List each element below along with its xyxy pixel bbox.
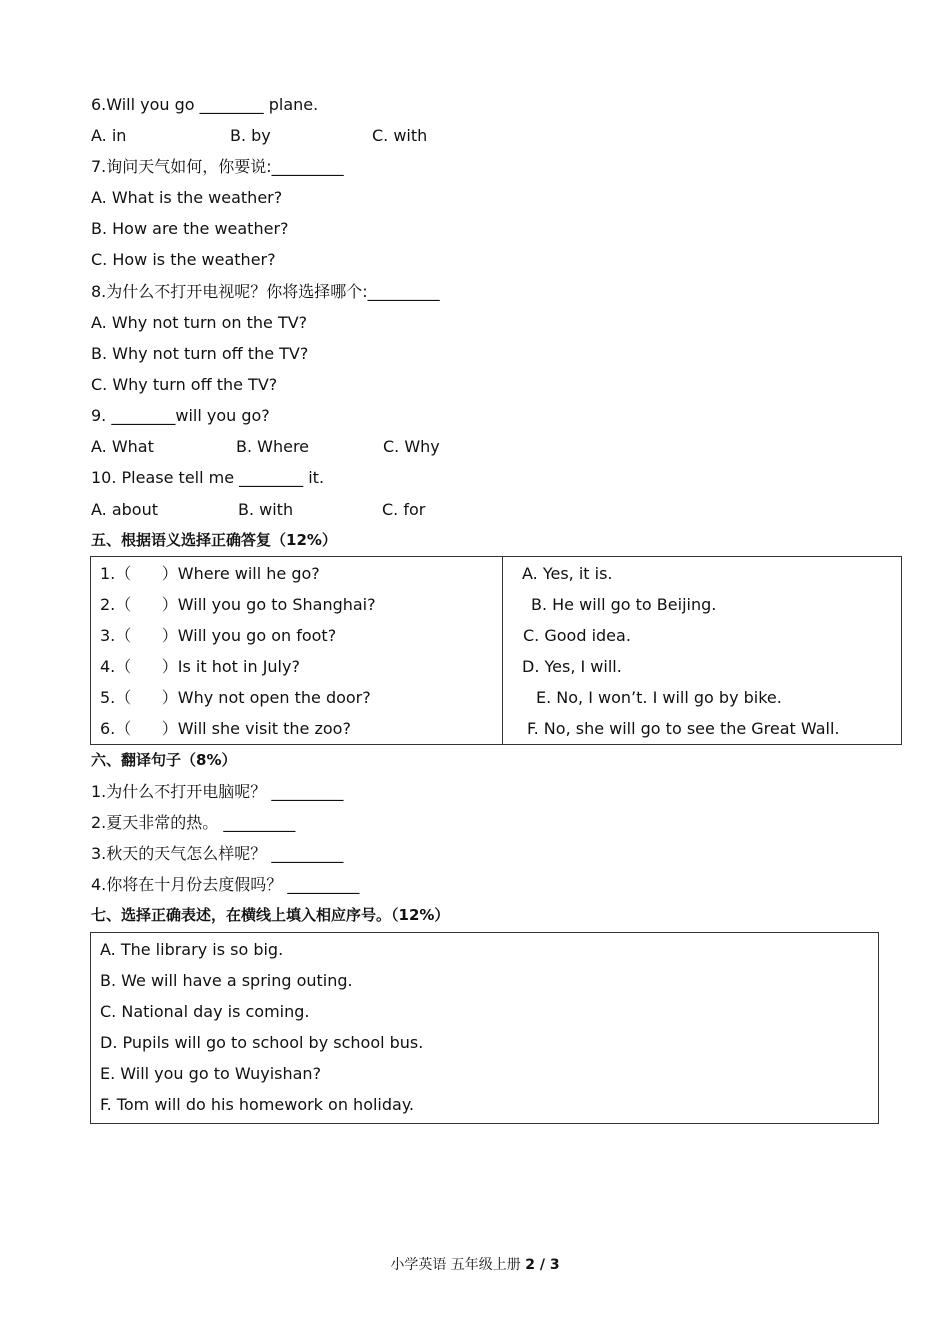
statement-choice: D. Pupils will go to school by school bus. (100, 1033, 424, 1052)
q8-option-c: C. Why turn off the TV? (91, 375, 278, 394)
q9-option-a: A. What (91, 437, 154, 456)
footer-page-number: 2 (525, 1257, 536, 1273)
section-7-title: 七、选择正确表述，在横线上填入相应序号。（12%） (91, 906, 450, 924)
q7-option-a: A. What is the weather? (91, 188, 283, 207)
q7-option-b: B. How are the weather? (91, 219, 289, 238)
footer-subject: 小学英语 五年级上册 (390, 1257, 526, 1273)
page-footer (0, 1252, 950, 1278)
question-6: 6.Will you go ________ plane. (91, 95, 319, 114)
q8-option-a: A. Why not turn on the TV? (91, 313, 308, 332)
q6-option-c: C. with (372, 126, 428, 145)
statement-choice: A. The library is so big. (100, 940, 284, 959)
q8-option-b: B. Why not turn off the TV? (91, 344, 309, 363)
matching-question: 1.（ ）Where will he go? (100, 564, 320, 583)
matching-question: 5.（ ）Why not open the door? (100, 688, 371, 707)
question-9: 9. ________will you go? (91, 406, 270, 425)
q10-option-a: A. about (91, 500, 158, 519)
statement-choice: E. Will you go to Wuyishan? (100, 1064, 322, 1083)
translation-item: 1.为什么不打开电脑呢？ _________ (91, 782, 344, 801)
question-10: 10. Please tell me ________ it. (91, 468, 325, 487)
matching-answer: C. Good idea. (523, 626, 631, 645)
matching-answer: B. He will go to Beijing. (531, 595, 717, 614)
q9-option-c: C. Why (383, 437, 440, 456)
matching-answer: E. No, I won’t. I will go by bike. (536, 688, 782, 707)
q9-option-b: B. Where (236, 437, 310, 456)
matching-answer: F. No, she will go to see the Great Wall. (527, 719, 840, 738)
matching-questions-column (91, 557, 503, 745)
translation-item: 2.夏天非常的热。 _________ (91, 813, 296, 832)
matching-table (90, 556, 902, 745)
question-7: 7.询问天气如何，你要说:_________ (91, 157, 344, 176)
matching-question: 4.（ ）Is it hot in July? (100, 657, 300, 676)
footer-page-total: 3 (549, 1257, 560, 1273)
matching-answer: D. Yes, I will. (522, 657, 622, 676)
q6-option-a: A. in (91, 126, 127, 145)
statement-choice: B. We will have a spring outing. (100, 971, 353, 990)
section-6-title: 六、翻译句子（8%） (91, 751, 237, 769)
q6-option-b: B. by (230, 126, 271, 145)
matching-answers-column (503, 557, 902, 745)
question-8: 8.为什么不打开电视呢？你将选择哪个:_________ (91, 282, 440, 301)
q10-option-b: B. with (238, 500, 294, 519)
section-5-title: 五、根据语义选择正确答复（12%） (91, 531, 337, 549)
q7-option-c: C. How is the weather? (91, 250, 276, 269)
matching-question: 2.（ ）Will you go to Shanghai? (100, 595, 376, 614)
statement-choices-box (90, 932, 879, 1124)
q10-option-c: C. for (382, 500, 426, 519)
statement-choice: F. Tom will do his homework on holiday. (100, 1095, 415, 1114)
translation-item: 4.你将在十月份去度假吗？ _________ (91, 875, 360, 894)
matching-answer: A. Yes, it is. (522, 564, 613, 583)
matching-question: 6.（ ）Will she visit the zoo? (100, 719, 351, 738)
statement-choice: C. National day is coming. (100, 1002, 310, 1021)
footer-separator: / (535, 1257, 550, 1273)
matching-question: 3.（ ）Will you go on foot? (100, 626, 337, 645)
translation-item: 3.秋天的天气怎么样呢？ _________ (91, 844, 344, 863)
